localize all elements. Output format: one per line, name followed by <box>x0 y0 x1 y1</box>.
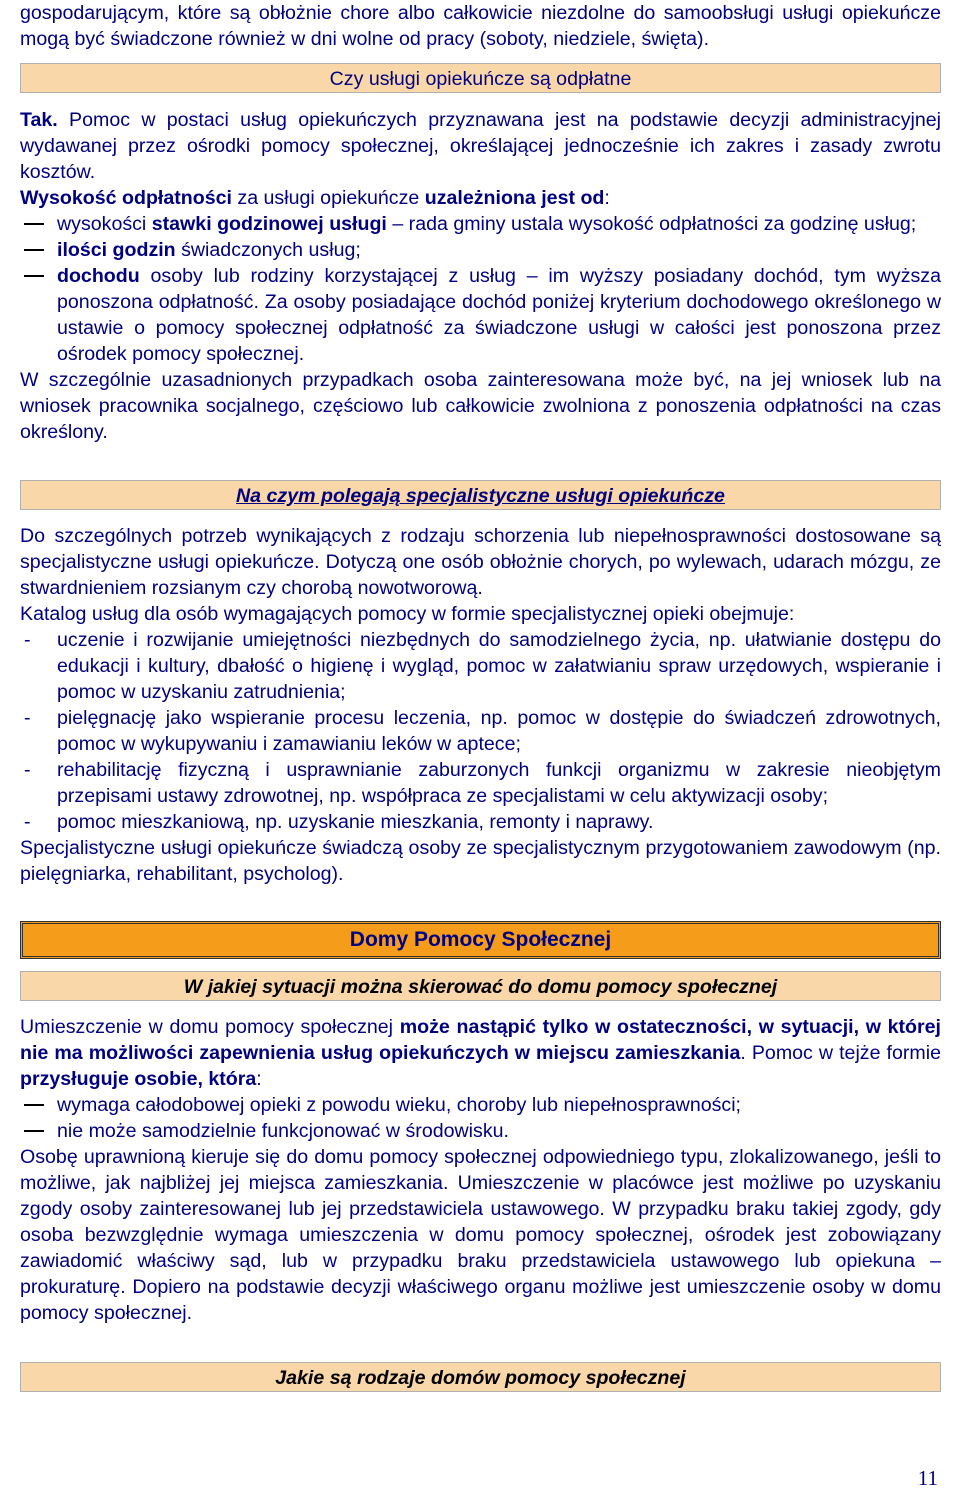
paragraph-specialist-intro: Do szczególnych potrzeb wynikających z rodzaju schorzenia lub niepełnosprawności dostosowane są specjalistyczne usługi opiekuńcze. Dotyczą one osób obłożnie chorych, po wylewach, udarach mózgu, ze stwardnieniem rozsianym czy chorobą nowotworową. <box>20 525 941 599</box>
paragraph-catalog: Katalog usług dla osób wymagających pomocy w formie specjalistycznej opieki obejmuje: <box>20 603 795 625</box>
paragraph-intro: gospodarującym, które są obłożnie chore albo całkowicie niezdolne do samoobsługi usługi opiekuńcze mogą być świadczone również w dni wolne od pracy (soboty, niedziele, święta). <box>20 2 941 50</box>
list-item <box>20 237 941 263</box>
list-item <box>20 263 941 367</box>
item-text: – rada gminy ustala wysokość odpłatności za godzinę usług; <box>386 213 917 235</box>
section-referral-body <box>20 1014 941 1326</box>
paragraph-referral-process: Osobę uprawnioną kieruje się do domu pomocy społecznej odpowiedniego typu, zlokalizowanego, jeśli to możliwe, jak najbliżej jej miejsca zamieszkania. Umieszczenie w placówce jest możliwe po uzyskaniu zgody osoby zainteresowanej lub jej przedstawiciela ustawowego. W przypadku braku takiej zgody, gdy osoba bezwzględnie wymaga umieszczenia w domu pomocy społecznej, ośrodek jest zobowiązany zawiadomić właściwy sąd, lub w przypadku braku przedstawiciela ustawowego lub opiekuna – prokuraturę. Dopiero na podstawie decyzji właściwego organu możliwe jest umieszczenie osoby w domu pomocy społecznej. <box>20 1146 941 1324</box>
list-item: - pomoc mieszkaniową, np. uzyskanie mieszkania, remonty i naprawy. <box>20 809 941 835</box>
item-bold: ilości godzin <box>57 239 176 261</box>
item-text: wysokości <box>57 213 152 235</box>
paragraph-yes <box>20 107 941 185</box>
item-text: osoby lub rodziny korzystającej z usług – im wyższy posiadany dochód, tym wyższa ponoszona odpłatność. Za osoby posiadające dochód poniżej kryterium dochodowego określonego w ustawie o pomocy społecznej odpłatność za świadczone usługi w całości jest ponoszona przez ośrodek pomocy społecznej. <box>57 265 941 365</box>
paragraph-exemption: W szczególnie uzasadnionych przypadkach osoba zainteresowana może być, na jej wniosek lub na wniosek pracownika socjalnego, częściowo lub całkowicie zwolniona z ponoszenia odpłatności na czas określony. <box>20 369 941 443</box>
paragraph-yes-text: Pomoc w postaci usług opiekuńczych przyznawana jest na podstawie decyzji administracyjnej wydawanej przez ośrodki pomocy społecznej, określającej jednocześnie ich zakres i zasady zwrotu kosztów. <box>20 109 941 183</box>
paragraph-placement <box>20 1014 941 1092</box>
text: . Pomoc w tejże formie <box>740 1042 941 1064</box>
eligibility-list <box>20 1092 941 1144</box>
fee-text-1: za usługi opiekuńcze <box>231 187 425 209</box>
paragraph-fee-depends <box>20 185 941 211</box>
list-item: - uczenie i rozwijanie umiejętności niezbędnych do samodzielnego życia, np. ułatwianie dostępu do edukacji i kultury, dbałość o higienę i wygląd, pomoc w załatwianiu spraw urzędowych, wspieranie i pomoc w uzyskaniu zatrudnienia; <box>20 627 941 705</box>
fee-factors-list <box>20 211 941 367</box>
list-item: nie może samodzielnie funkcjonować w środowisku. <box>20 1118 941 1144</box>
paragraph-specialist-staff: Specjalistyczne usługi opiekuńcze świadczą osoby ze specjalistycznym przygotowaniem zawodowym (np. pielęgniarka, rehabilitant, psycholog). <box>20 837 941 885</box>
bold-text: może nastąpić tylko w ostateczności, w sytuacji, w której nie ma możliwości zapewnienia usług opiekuńczych w miejscu zamieszkania <box>20 1016 941 1064</box>
item-bold: stawki godzinowej usługi <box>151 213 387 235</box>
fee-text-2: : <box>604 187 610 209</box>
bold-text: przysługuje osobie, która <box>20 1068 257 1090</box>
heading-specialist-services: Na czym polegają specjalistyczne usługi opiekuńcze <box>20 480 941 510</box>
heading-home-types: Jakie są rodzaje domów pomocy społecznej <box>20 1362 941 1392</box>
section-paid-body <box>20 107 941 445</box>
section-specialist-body <box>20 523 941 887</box>
catalog-list <box>20 627 941 835</box>
list-item: - rehabilitację fizyczną i usprawnianie zaburzonych funkcji organizmu w zakresie nieobjętym przepisami ustawy zdrowotnej, np. współpraca ze specjalistami w celu aktywizacji osoby; <box>20 757 941 809</box>
page-number: 11 <box>917 1466 938 1490</box>
section-paid-services <box>20 0 941 52</box>
fee-label-2: uzależniona jest od <box>424 187 605 209</box>
heading-care-homes: Domy Pomocy Społecznej <box>20 921 941 959</box>
item-bold: dochodu <box>57 265 140 287</box>
text: : <box>256 1068 262 1090</box>
list-item <box>20 211 941 237</box>
fee-label: Wysokość odpłatności <box>20 187 232 209</box>
item-text: świadczonych usług; <box>175 239 361 261</box>
yes-label: Tak. <box>20 109 58 131</box>
text: Umieszczenie w domu pomocy społecznej <box>20 1016 400 1038</box>
list-item: wymaga całodobowej opieki z powodu wieku, choroby lub niepełnosprawności; <box>20 1092 941 1118</box>
heading-paid-services: Czy usługi opiekuńcze są odpłatne <box>20 63 941 93</box>
list-item: - pielęgnację jako wspieranie procesu leczenia, np. pomoc w dostępie do świadczeń zdrowotnych, pomoc w wykupywaniu i zamawianiu leków w aptece; <box>20 705 941 757</box>
heading-when-referred: W jakiej sytuacji można skierować do domu pomocy społecznej <box>20 971 941 1001</box>
